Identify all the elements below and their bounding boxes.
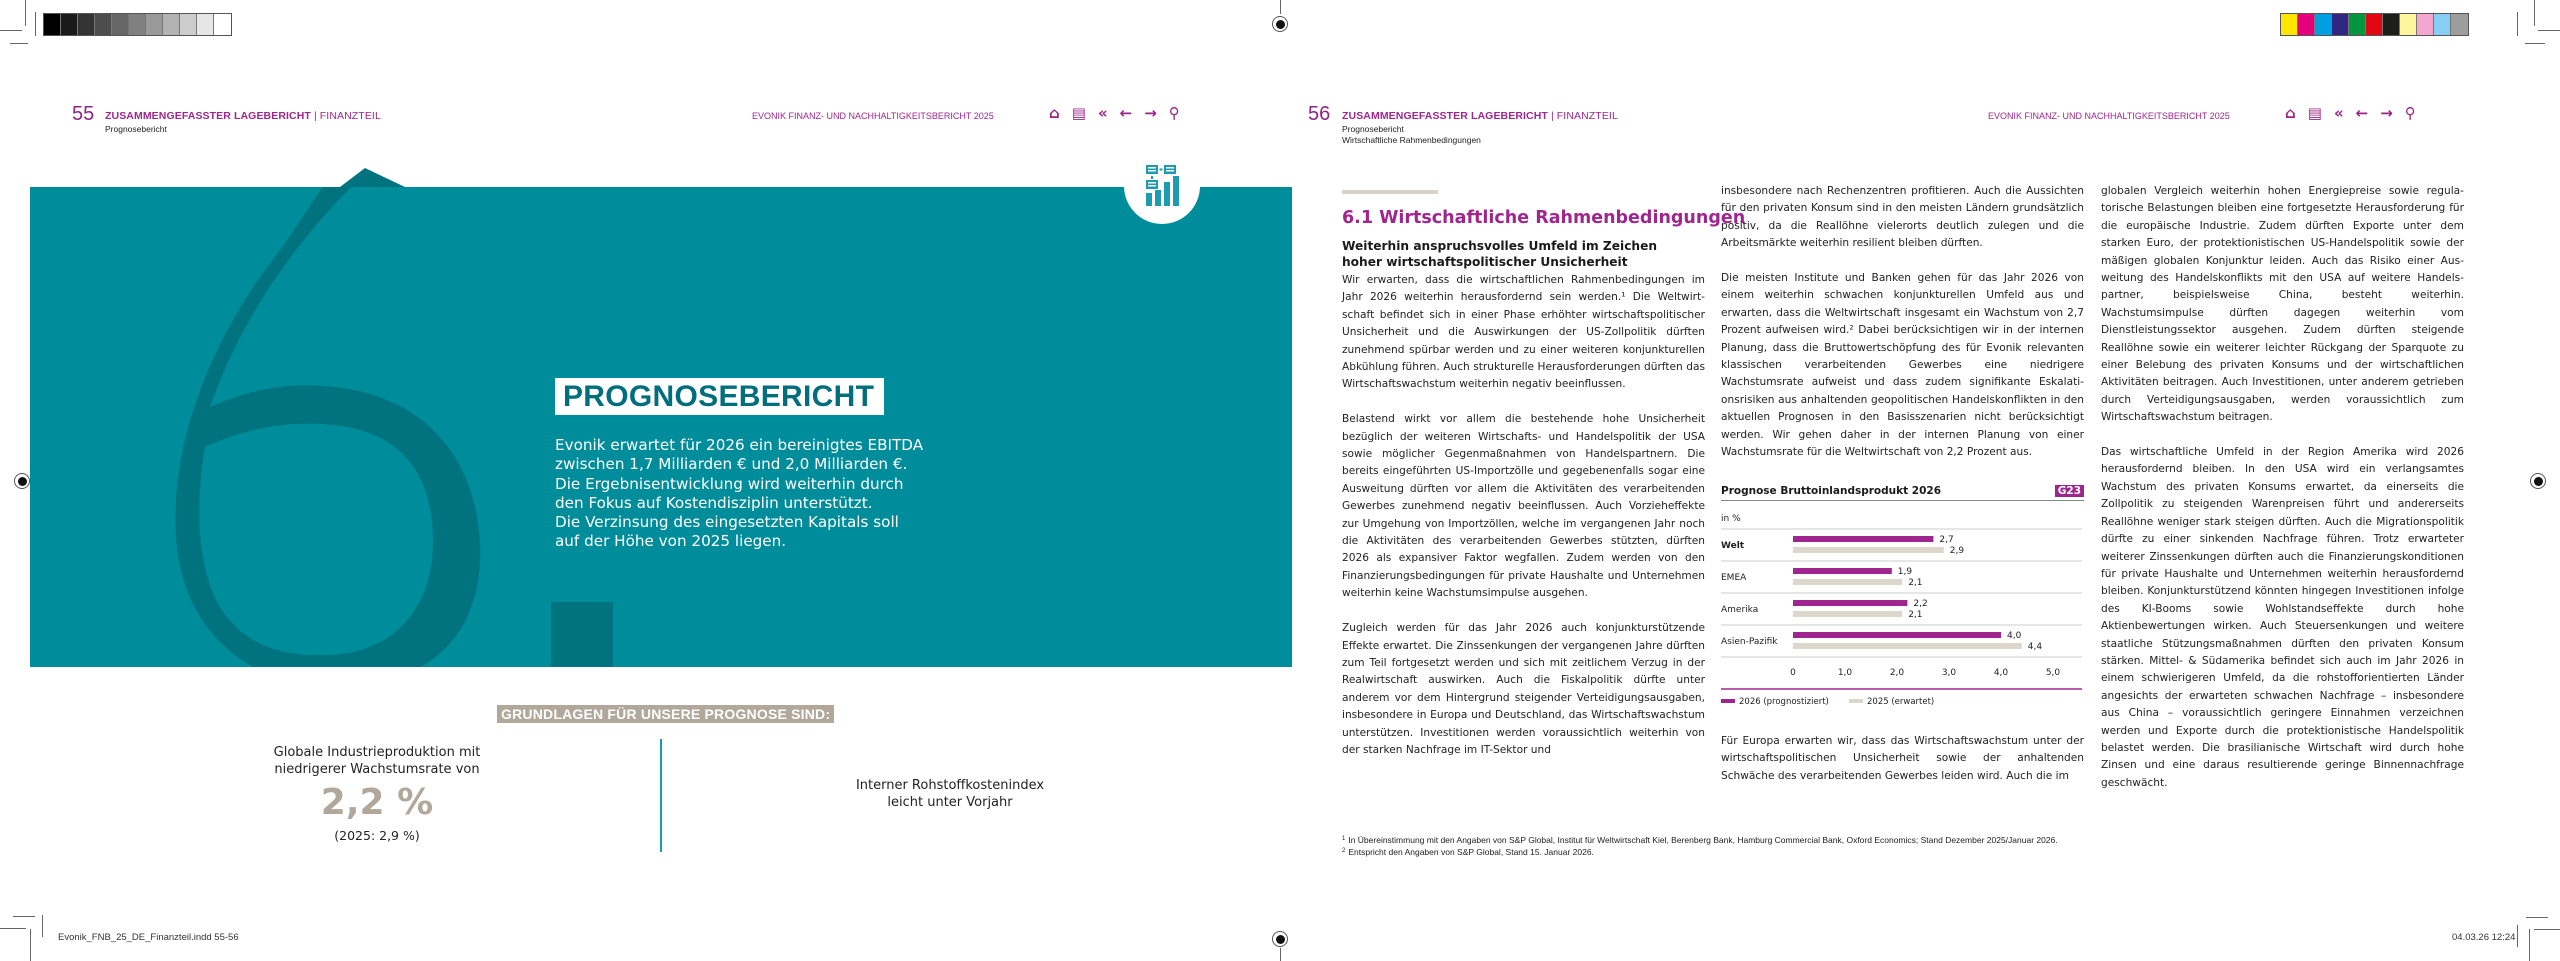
chart-x-tick-label: 0 [1790, 668, 1796, 678]
crop-mark [13, 916, 35, 917]
legend-label: 2026 (prognostiziert) [1739, 697, 1829, 707]
chart-data-label: 1,9 [1897, 567, 1913, 577]
crop-mark [2517, 12, 2518, 36]
back-to-start-icon[interactable]: « [2333, 104, 2344, 122]
chart-category-label: EMEA [1721, 573, 1747, 583]
chapter-number-dot [551, 602, 613, 667]
chart-bar [1793, 536, 1933, 542]
color-swatch [2383, 14, 2400, 35]
breadcrumb-item[interactable]: Prognosebericht [1342, 124, 1404, 134]
summary-line: auf der Höhe von 2025 liegen. [555, 532, 787, 551]
section-header-part: FINANZTEIL [319, 110, 381, 122]
paragraph: Belastend wirkt vor allem die bestehende hohe Unsicherheit bezüglich der weiteren Wirtschafts- und Handelspolitik der USA sowie möglicher Gegenmaßnahmen von Handelspartnern. Die bereits eingeführten US-Importzölle und gegebenenfalls sogar eine Ausweitung dürften vor allem die Aktivitäten des verarbeitenden Gewerbes zunehmend negativ beeinflussen. Auch Vorzieheffekte zur Umgehung von Importzöllen, welche im vergangenen Jahr noch die Aktivitäten des verarbeitenden Gewerbes stützten, dürften 2026 als expansiver Faktor wegfallen. Zudem werden von den Finanzierungsbedingungen für private Haushalte und Unternehmen weiterhin keine Wachstumsimpulse ausgehen. [1342, 413, 1705, 600]
chapter-summary [555, 436, 995, 552]
gray-swatch [197, 14, 214, 35]
crop-mark [30, 929, 31, 961]
chart-data-label: 2,2 [1913, 599, 1928, 609]
header-separator: | [1547, 110, 1557, 122]
crop-mark [2538, 30, 2560, 31]
paragraph: Wir erwarten, dass die wirtschaftlichen Rahmenbedingungen im Jahr 2026 weiterhin herausfordernd sein werden.¹ Die Weltwirtschaft befindet sich in einer Phase erhöhter wirtschaftspolitischer Unsicherheit und die Auswirkungen der US-Zollpolitik dürften zunehmend spürbar werden und zu einer weiteren konjunkturellen Abkühlung führen. Auch strukturelle Herausforderungen dürften das Wirtschaftswachstum weiterhin negativ beeinflussen. [1342, 274, 1705, 391]
color-swatch [2332, 14, 2349, 35]
gray-swatch [112, 14, 129, 35]
chart-x-tick-label: 3,0 [1941, 668, 1957, 678]
legend-swatch [1849, 699, 1863, 703]
paragraph: Die meisten Institute und Banken gehen für das Jahr 2026 von einem weiterhin schwachen konjunkturellen Umfeld aus und erwarten, dass die Weltwirtschaft insgesamt ein Wachstum von 2,7 Prozent aufweisen wird.² Dabei berücksichtigen wir in der internen Planung, dass die Bruttowertschöpfung des für Evonik relevanten klassischen verarbeitenden Gewerbes eine niedrigere Wachstumsrate aufweist und dass zudem signifikante Eskalationsrisiken aus anhaltenden geopolitischen Handelskonflikten in den aktuellen Prognosen in den Basisszenarien nicht berücksichtigt werden. Wir gehen daher in der internen Planung von einer Wachstumsrate für die Weltwirtschaft von 2,2 Prozent aus. [1721, 272, 2084, 459]
color-swatch [2315, 14, 2332, 35]
gray-swatch [61, 14, 78, 35]
footnote-text: Entspricht den Angaben von S&P Global, Stand 15. Januar 2026. [1348, 847, 1594, 857]
crop-mark [35, 12, 36, 36]
subtitle-line: hoher wirtschaftspolitischer Unsicherheit [1342, 255, 1628, 269]
summary-line: Die Verzinsung des eingesetzten Kapitals soll [555, 513, 899, 532]
chart-data-label: 4,4 [2027, 642, 2043, 652]
chapter-title: PROGNOSEBERICHT [555, 378, 884, 415]
chart-x-tick-label: 5,0 [2045, 668, 2061, 678]
breadcrumb [1342, 124, 1481, 146]
chapter-number-graphic [135, 187, 635, 667]
crop-mark [2525, 43, 2545, 44]
chart-bar [1793, 547, 1944, 553]
footnote [1342, 834, 2058, 846]
color-swatch [2400, 14, 2417, 35]
summary-line: Die Ergebnisentwicklung wird weiterhin durch [555, 474, 904, 493]
gray-swatch [78, 14, 95, 35]
gray-swatch [95, 14, 112, 35]
chart-category-label: Asien-Pazifik [1721, 637, 1778, 647]
footnote-text: In Übereinstimmung mit den Angaben von S&P Global, Institut für Weltwirtschaft Kiel, Berenberg Bank, Hamburg Commercial Bank, Oxford Economics; Stand Dezember 2025/Januar 2026. [1348, 835, 2058, 845]
chart-title: Prognose Bruttoinlandsprodukt 2026 [1721, 485, 1942, 497]
registration-mark [1272, 931, 1288, 947]
gray-swatch [214, 14, 231, 35]
basis-text-line: niedrigerer Wachstumsrate von [274, 762, 480, 777]
breadcrumb [105, 124, 167, 135]
chart-data-label: 2,1 [1908, 610, 1923, 620]
chapter-number-overflow [135, 168, 455, 188]
section-accent-bar [1342, 190, 1438, 194]
chart-bar [1793, 568, 1892, 574]
legend-swatch [1721, 699, 1735, 703]
gdp-forecast-chart [1721, 485, 2084, 726]
chart-category-label: Welt [1721, 541, 1745, 551]
basis-divider [660, 739, 662, 852]
paragraph: Für Europa erwarten wir, dass das Wirtschaftswachstum unter der wirtschaftspolitischen Unsicherheit sowie der anhaltenden Schwäche des verarbeitenden Gewerbes leiden wird. Auch die im [1721, 735, 2084, 782]
crop-mark [2529, 929, 2530, 961]
home-icon[interactable]: ⌂ [1049, 104, 1060, 122]
contents-icon[interactable]: ▤ [2307, 104, 2322, 122]
chart-bar [1793, 611, 1902, 617]
section-subtitle [1342, 238, 1702, 270]
breadcrumb-item[interactable]: Prognosebericht [105, 124, 167, 134]
breadcrumb-item[interactable]: Wirtschaftliche Rahmenbedingungen [1342, 135, 1481, 145]
color-swatch [2366, 14, 2383, 35]
registration-mark [1272, 16, 1288, 32]
crop-mark [2534, 0, 2535, 26]
page-navigation [2285, 104, 2416, 122]
text-column-2-continued [1721, 733, 2084, 785]
footnote [1342, 846, 2058, 858]
chart-data-label: 2,7 [1939, 535, 1954, 545]
contents-icon[interactable]: ▤ [1071, 104, 1086, 122]
gray-swatch [146, 14, 163, 35]
forecast-chart-icon [1124, 148, 1200, 224]
home-icon[interactable]: ⌂ [2285, 104, 2296, 122]
color-swatch [2417, 14, 2434, 35]
search-icon[interactable]: ⚲ [2404, 104, 2416, 122]
chapter-banner [30, 187, 1292, 667]
text-column-3 [2101, 183, 2464, 792]
crop-mark [0, 928, 26, 929]
paragraph: Zugleich werden für das Jahr 2026 auch konjunkturstützende Effekte erwartet. Die Zinssenkungen der vergangenen Jahre dürften zum Teil fortgesetzt werden und sich mit zeitlichem Verzug in der Realwirtschaft auswirken. Auch die Fiskalpolitik dürfte unter anderem vor dem Hintergrund steigender Verteidigungsausgaben, insbesondere in Europa und Deutschland, das Wirtschaftswachstum unterstützen. Investitionen werden voraussichtlich weiterhin von der starken Nachfrage im IT-Sektor und [1342, 622, 1705, 756]
color-swatch [2281, 14, 2298, 35]
chart-bar [1793, 643, 2022, 649]
forecast-basis-heading: GRUNDLAGEN FÜR UNSERE PROGNOSE SIND: [497, 705, 834, 723]
slug-file-info: Evonik_FNB_25_DE_Finanzteil.indd 55-56 [58, 932, 239, 943]
registration-mark [14, 473, 30, 489]
crop-mark [0, 30, 22, 31]
gray-swatch [163, 14, 180, 35]
basis-text-line: Globale Industrieproduktion mit [273, 745, 481, 760]
chart-data-label: 2,1 [1908, 578, 1923, 588]
growth-rate-previous: (2025: 2,9 %) [334, 828, 420, 843]
section-title: 6.1 Wirtschaftliche Rahmenbedingungen [1342, 208, 1746, 228]
page-navigation [1049, 104, 1180, 122]
summary-line: Evonik erwartet für 2026 ein bereinigtes EBITDA [555, 436, 924, 454]
legend-label: 2025 (erwartet) [1867, 697, 1935, 707]
color-calibration-strip [2280, 13, 2469, 36]
chart-x-tick-label: 4,0 [1993, 668, 2009, 678]
color-swatch [2451, 14, 2468, 35]
gray-calibration-strip [43, 13, 232, 36]
slug-timestamp: 04.03.26 12:24 [2452, 932, 2516, 943]
arrow-left-icon[interactable]: ← [1119, 104, 1133, 122]
chart-bar [1793, 600, 1907, 606]
crop-mark [1280, 0, 1281, 14]
chart-category-label: Amerika [1721, 605, 1759, 615]
color-swatch [2349, 14, 2366, 35]
summary-line: den Fokus auf Kostendisziplin unterstützt. [555, 493, 873, 512]
paragraph: insbesondere nach Rechenzentren profitieren. Auch die Aussichten für den privaten Konsum sind in den meisten Ländern grundsätzlich positiv, da die Reallöhne vielerorts deutlich zulegen und die Arbeitsmärkte weiterhin resilient bleiben dürften. [1721, 185, 2084, 250]
basis-raw-material-index [840, 777, 1060, 811]
crop-mark [25, 0, 26, 26]
growth-rate-value: 2,2 % [320, 782, 434, 823]
search-icon[interactable]: ⚲ [1168, 104, 1180, 122]
page-number: 56 [1308, 103, 1331, 125]
arrow-left-icon[interactable]: ← [2355, 104, 2369, 122]
section-header-part: FINANZTEIL [1556, 110, 1618, 122]
footnote-mark: 1 [1342, 836, 1346, 842]
section-header [1342, 110, 1618, 122]
color-swatch [2298, 14, 2315, 35]
footnotes [1342, 834, 2058, 858]
basis-text-line: Interner Rohstoffkostenindex [855, 778, 1045, 793]
footnote-mark: 2 [1342, 848, 1346, 854]
back-to-start-icon[interactable]: « [1097, 104, 1108, 122]
summary-line: zwischen 1,7 Milliarden € und 2,0 Milliarden €. [555, 455, 908, 474]
text-column-2 [1721, 183, 2084, 461]
crop-mark [2526, 917, 2548, 918]
page-number: 55 [72, 103, 95, 125]
section-header-main: ZUSAMMENGEFASSTER LAGEBERICHT [1342, 110, 1548, 122]
chart-bar [1793, 579, 1902, 585]
section-header [105, 110, 381, 122]
gray-swatch [44, 14, 61, 35]
gray-swatch [180, 14, 197, 35]
chart-x-tick-label: 2,0 [1889, 668, 1905, 678]
chapter-icon-badge [1124, 148, 1200, 224]
chart-data-label: 4,0 [2007, 631, 2022, 641]
registration-mark [2530, 473, 2546, 489]
chart-x-tick-label: 1,0 [1837, 668, 1853, 678]
paragraph: Das wirtschaftliche Umfeld in der Region Amerika wird 2026 herausfordernd bleiben. In den USA wird ein verlangsamtes Wachstum des privaten Konsums erwartet, da einerseits die Zollpolitik zu steigenden Warenpreisen führt und andererseits Reallöhne weniger stark steigen dürften. Auch die Migrationspolitik dürfte zu einer sinkenden Nachfrage führen. Trotz erwarteter weiterer Zinssenkungen dürften auch die Finanzierungskonditionen für private Haushalte und Unternehmen weiterhin herausfordernd bleiben. Konjunkturstützend könnten hingegen Investitionen infolge des KI-Booms sowie Wohlstandseffekte durch hohe Aktienbewertungen wirken. Auch Steuersenkungen und weitere staatliche Stützungsmaßnahmen dürften den privaten Konsum stärken. Mittel- & Südamerika befindet sich auch im Jahr 2026 in einem schwierigeren Umfeld, da die rohstofforientierten Länder angesichts der erwarteten schwachen Nachfrage – insbesondere aus China – voraussichtlich geringere Einnahmen verzeichnen werden und Exporte durch die protektionistische Handelspolitik belastet werden. Die brasilianische Wirtschaft wird durch hohe Zinsen und eine daraus resultierende geringe Binnennachfrage geschwächt. [2101, 446, 2464, 789]
subtitle-line: Weiterhin anspruchsvolles Umfeld im Zeichen [1342, 239, 1658, 253]
color-swatch [2434, 14, 2451, 35]
arrow-right-icon[interactable]: → [2380, 104, 2393, 122]
text-column-1 [1342, 272, 1705, 759]
paragraph: globalen Vergleich weiterhin hohen Energiepreise sowie regulatorische Belastungen bleiben eine fortgesetzte Herausforderung für die europäische Industrie. Zudem dürften Exporte unter dem starken Euro, der protektionistischen US-Handelspolitik sowie der mäßigen globalen Konjunktur leiden. Auch das Risiko einer Ausweitung des Handelskonflikts mit den USA auf weitere Handelspartner, beispielsweise China, besteht weiterhin. Wachstumsimpulse dürften dagegen weiterhin vom Dienstleistungssektor ausgehen. Zudem dürften steigende Reallöhne sowie ein weiterer leichter Rückgang der Sparquote zu einer Belebung des privaten Konsums und der wirtschaftlichen Aktivitäten beitragen. Auch Investitionen, unter anderem getrieben durch Verteidigungsausgaben, werden voraussichtlich zum Wirtschaftswachstum beitragen. [2101, 185, 2464, 424]
chart-badge: G23 [2055, 485, 2084, 497]
crop-mark [42, 915, 43, 937]
chart-unit-label: in % [1721, 514, 1741, 524]
arrow-right-icon[interactable]: → [1144, 104, 1157, 122]
crop-mark [10, 43, 28, 44]
basis-text-line: leicht unter Vorjahr [887, 795, 1013, 810]
basis-industrial-production [262, 744, 492, 778]
chart-bar [1793, 632, 2001, 638]
chart-data-label: 2,9 [1949, 546, 1965, 556]
crop-mark [2517, 925, 2518, 947]
crop-mark [2534, 929, 2560, 930]
crop-mark [1280, 948, 1281, 961]
gray-swatch [129, 14, 146, 35]
section-header-main: ZUSAMMENGEFASSTER LAGEBERICHT [105, 110, 311, 122]
report-title: EVONIK FINANZ- UND NACHHALTIGKEITSBERICHT 2025 [752, 111, 994, 121]
chart-plot [1721, 501, 2084, 726]
chart-header [1721, 485, 2084, 501]
header-separator: | [310, 110, 320, 122]
report-title: EVONIK FINANZ- UND NACHHALTIGKEITSBERICHT 2025 [1988, 111, 2230, 121]
